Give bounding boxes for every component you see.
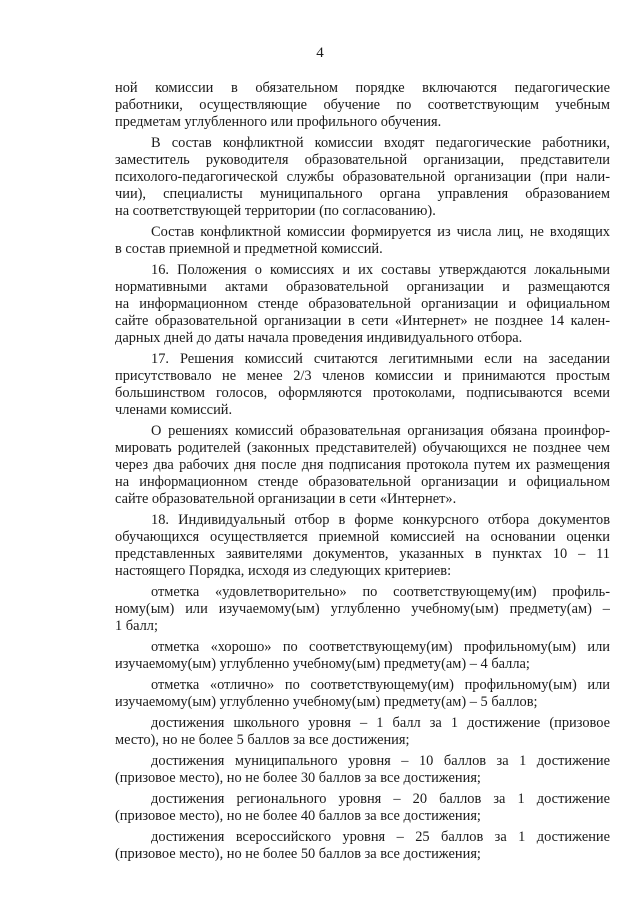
text-line: достижения всероссийского уровня – 25 баллов за 1 достижение xyxy=(151,829,610,845)
text-line: ному(ым) или изучаемому(ым) углубленно учебному(ым) предмету(ам) – xyxy=(115,601,610,617)
text-line: сайте образовательной организации в сети «Интернет» не позднее 14 кален- xyxy=(115,313,610,329)
text-line: в состав приемной и предметной комиссий. xyxy=(115,241,383,257)
text-line: отметка «хорошо» по соответствующему(им) профильному(ым) или xyxy=(151,639,610,655)
text-line: мировать родителей (законных представителей) обучающихся не позднее чем xyxy=(115,440,610,456)
text-line: предметам углубленного или профильного обучения. xyxy=(115,114,442,130)
text-line: (призовое место), но не более 50 баллов за все достижения; xyxy=(115,846,481,862)
text-line: обучающихся осуществляется приемной комиссией на основании оценки xyxy=(115,529,610,545)
text-line: присутствовало не менее 2/3 членов комиссии и принимаются простым xyxy=(115,368,610,384)
text-line: 16. Положения о комиссиях и их составы утверждаются локальными xyxy=(151,262,610,278)
body-text xyxy=(115,80,610,863)
text-line: на информационном стенде образовательной организации и официальном xyxy=(115,474,610,490)
page-number: 4 xyxy=(316,45,324,61)
text-line: нормативными актами образовательной организации и размещаются xyxy=(115,279,610,295)
text-line: психолого-педагогической службы образовательной организации (при нали- xyxy=(115,169,610,185)
text-line: работники, осуществляющие обучение по соответствующим учебным xyxy=(115,97,610,113)
text-line: дарных дней до даты начала проведения индивидуального отбора. xyxy=(115,330,523,346)
text-line: отметка «удовлетворительно» по соответствующему(им) профиль- xyxy=(151,584,610,600)
text-line: (призовое место), но не более 30 баллов за все достижения; xyxy=(115,770,481,786)
text-line: достижения регионального уровня – 20 баллов за 1 достижение xyxy=(151,791,610,807)
text-line: 17. Решения комиссий считаются легитимными если на заседании xyxy=(151,351,610,367)
text-line: В состав конфликтной комиссии входят педагогические работники, xyxy=(151,135,610,151)
text-line: 18. Индивидуальный отбор в форме конкурсного отбора документов xyxy=(151,512,610,528)
text-line: настоящего Порядка, исходя из следующих критериев: xyxy=(115,563,452,579)
text-line: изучаемому(ым) углубленно учебному(ым) предмету(ам) – 4 балла; xyxy=(115,656,530,672)
text-line: место), но не более 5 баллов за все достижения; xyxy=(115,732,410,748)
text-line: на соответствующей территории (по согласованию). xyxy=(115,203,436,219)
text-line: (призовое место), но не более 40 баллов за все достижения; xyxy=(115,808,481,824)
text-line: Состав конфликтной комиссии формируется из числа лиц, не входящих xyxy=(151,224,610,240)
text-line: членами комиссий. xyxy=(115,402,233,418)
text-line: достижения муниципального уровня – 10 баллов за 1 достижение xyxy=(151,753,610,769)
text-line: представленных заявителями документов, указанных в пунктах 10 – 11 xyxy=(115,546,610,562)
text-line: на информационном стенде образовательной организации и официальном xyxy=(115,296,610,312)
text-line: изучаемому(ым) углубленно учебному(ым) предмету(ам) – 5 баллов; xyxy=(115,694,538,710)
text-line: 1 балл; xyxy=(115,618,158,634)
text-line: О решениях комиссий образовательная организация обязана проинфор- xyxy=(151,423,610,439)
text-line: заместитель руководителя образовательной организации, представители xyxy=(115,152,610,168)
text-line: чии), специалисты муниципального органа управления образованием xyxy=(115,186,610,202)
text-line: сайте образовательной организации в сети «Интернет». xyxy=(115,491,457,507)
text-line: отметка «отлично» по соответствующему(им) профильному(ым) или xyxy=(151,677,610,693)
text-line: через два рабочих дня после дня подписания протокола путем их размещения xyxy=(115,457,610,473)
text-line: ной комиссии в обязательном порядке включаются педагогические xyxy=(115,80,610,96)
text-line: достижения школьного уровня – 1 балл за 1 достижение (призовое xyxy=(151,715,610,731)
text-line: большинством голосов, оформляются протоколами, подписываются всеми xyxy=(115,385,610,401)
